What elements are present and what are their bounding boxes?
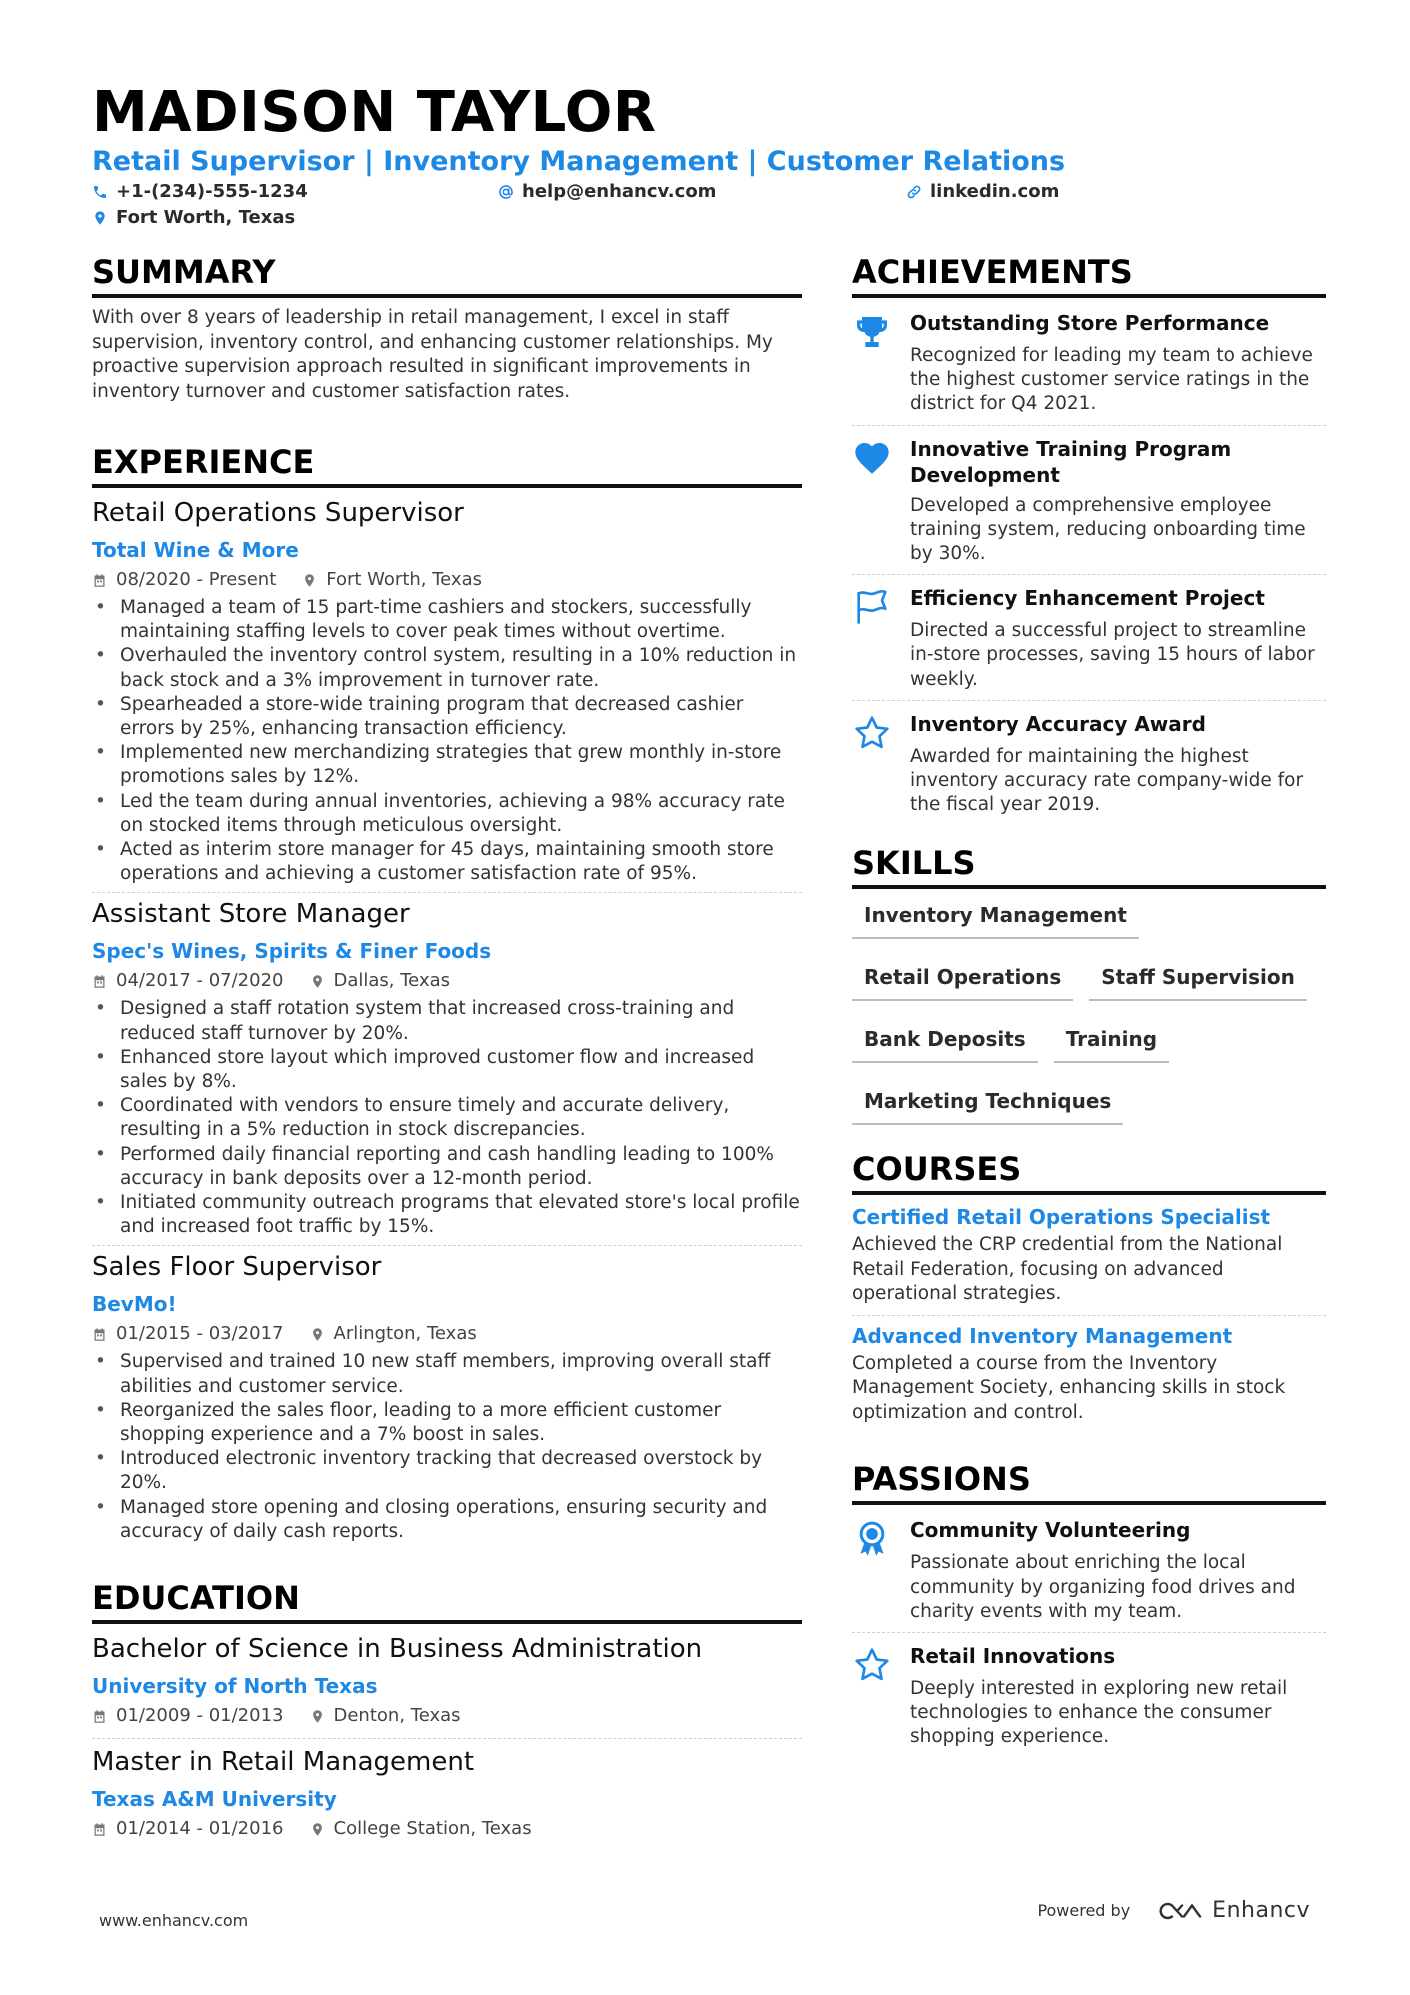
school-name[interactable]: University of North Texas — [92, 1674, 378, 1699]
education-entry — [92, 1632, 802, 1739]
location-pin-icon — [310, 1822, 325, 1837]
job-meta — [92, 1322, 802, 1346]
school-name[interactable]: Texas A&M University — [92, 1787, 337, 1812]
star-icon — [852, 713, 892, 753]
achievement-item — [852, 585, 1326, 701]
contact-phone[interactable] — [92, 180, 308, 204]
job-location: Arlington, Texas — [310, 1322, 477, 1346]
location-pin-icon — [310, 1709, 325, 1724]
job-title: Assistant Store Manager — [92, 899, 410, 930]
education-meta — [92, 1817, 802, 1841]
bullet: • Designed a staff rotation system that increased cross-training and reduced staff turnover by 20%. — [92, 997, 802, 1045]
job-bullets — [92, 596, 802, 886]
footer-branding — [1037, 1898, 1310, 1923]
experience-entry — [92, 897, 802, 1246]
website-text: linkedin.com — [930, 181, 1060, 202]
company-name[interactable]: Spec's Wines, Spirits & Finer Foods — [92, 939, 492, 964]
achievement-desc: Developed a comprehensive employee training system, reducing onboarding time by 30%. — [910, 494, 1306, 565]
achievement-title: Efficiency Enhancement Project — [910, 586, 1265, 611]
calendar-icon — [92, 1822, 107, 1837]
bullet: • Introduced electronic inventory tracking that decreased overstock by 20%. — [92, 1447, 802, 1495]
location-pin-icon — [310, 974, 325, 989]
passion-item — [852, 1643, 1326, 1750]
skill-tag: Bank Deposits — [852, 1025, 1038, 1063]
phone-text: +1-(234)-555-1234 — [116, 181, 308, 202]
phone-icon — [92, 184, 108, 200]
bullet: • Acted as interim store manager for 45 days, maintaining smooth store operations and achieving a customer satisfaction rate of 95%. — [92, 838, 802, 886]
bullet: • Reorganized the sales floor, leading to a more efficient customer shopping experience and a 7% boost in sales. — [92, 1399, 802, 1447]
passion-item — [852, 1517, 1326, 1633]
link-icon — [906, 184, 922, 200]
job-meta — [92, 969, 802, 993]
experience-entry — [92, 496, 802, 893]
candidate-name: MADISON TAYLOR — [92, 80, 657, 145]
job-bullets — [92, 1350, 802, 1544]
job-dates: 08/2020 - Present — [92, 568, 276, 592]
summary-text: With over 8 years of leadership in retail management, I excel in staff supervision, inventory control, and enhancing customer relationships. My proactive supervision approach resulted in significant improvements in inventory turnover and customer satisfaction rates. — [92, 307, 773, 402]
passion-desc: Deeply interested in exploring new retail technologies to enhance the consumer shopping experience. — [910, 1678, 1288, 1748]
bullet: • Managed store opening and closing operations, ensuring security and accuracy of daily cash reports. — [92, 1496, 802, 1544]
skill-tag: Marketing Techniques — [852, 1087, 1123, 1125]
job-location: Dallas, Texas — [310, 969, 451, 993]
achievement-desc: Directed a successful project to streamline in-store processes, saving 15 hours of labor weekly. — [910, 620, 1315, 690]
powered-by-text: Powered by — [1037, 1901, 1131, 1920]
skill-tag: Inventory Management — [852, 901, 1139, 939]
skills-heading: SKILLS — [852, 843, 1326, 889]
brand-name: Enhancv — [1212, 1898, 1310, 1923]
achievement-desc: Recognized for leading my team to achieve the highest customer service ratings in the district for Q4 2021. — [910, 345, 1313, 415]
passions-heading: PASSIONS — [852, 1459, 1326, 1505]
calendar-icon — [92, 573, 107, 588]
headline: Retail Supervisor | Inventory Management | Customer Relations — [92, 146, 1066, 177]
passion-desc: Passionate about enriching the local community by organizing food drives and charity events with my team. — [910, 1552, 1296, 1622]
bullet: • Enhanced store layout which improved customer flow and increased sales by 8%. — [92, 1046, 802, 1094]
skill-tag: Training — [1054, 1025, 1169, 1063]
education-meta — [92, 1704, 802, 1728]
enhancv-logo[interactable] — [1158, 1898, 1310, 1923]
calendar-icon — [92, 974, 107, 989]
experience-heading: EXPERIENCE — [92, 442, 802, 488]
experience-entry — [92, 1250, 802, 1544]
passion-title: Retail Innovations — [910, 1644, 1116, 1669]
location-pin-icon — [92, 210, 108, 226]
skills-list — [852, 901, 1326, 1149]
bullet: • Implemented new merchandizing strategies that grew monthly in-store promotions sales by 12%. — [92, 741, 802, 789]
bullet: • Overhauled the inventory control system, resulting in a 10% reduction in back stock and a 3% improvement in turnover rate. — [92, 644, 802, 692]
bullet: • Supervised and trained 10 new staff members, improving overall staff abilities and customer service. — [92, 1350, 802, 1398]
location-pin-icon — [310, 1327, 325, 1342]
job-bullets — [92, 997, 802, 1239]
contact-location — [92, 206, 295, 230]
company-name[interactable]: Total Wine & More — [92, 538, 299, 562]
company-name[interactable]: BevMo! — [92, 1292, 177, 1317]
location-pin-icon — [302, 573, 317, 588]
star-icon — [852, 1645, 892, 1685]
bullet: • Performed daily financial reporting and cash handling leading to 100% accuracy in bank deposits over a 12-month period. — [92, 1143, 802, 1191]
flag-icon — [852, 587, 892, 627]
contact-email[interactable] — [498, 180, 716, 204]
skill-tag: Retail Operations — [852, 963, 1073, 1001]
course-title[interactable]: Certified Retail Operations Specialist — [852, 1205, 1271, 1230]
left-column — [92, 252, 802, 1841]
email-text: help@enhancv.com — [522, 181, 717, 202]
job-title: Retail Operations Supervisor — [92, 498, 464, 528]
achievement-desc: Awarded for maintaining the highest inventory accuracy rate company-wide for the fiscal year 2019. — [910, 745, 1304, 816]
bullet: • Spearheaded a store-wide training program that decreased cashier errors by 25%, enhancing transaction efficiency. — [92, 693, 802, 741]
trophy-icon — [852, 312, 892, 352]
enhancv-logo-icon — [1158, 1899, 1204, 1923]
bullet: • Coordinated with vendors to ensure timely and accurate delivery, resulting in a 5% reduction in stock discrepancies. — [92, 1094, 802, 1142]
award-ribbon-icon — [852, 1519, 892, 1559]
bullet: • Managed a team of 15 part-time cashiers and stockers, successfully maintaining staffing levels to cover peak times without overtime. — [92, 596, 802, 644]
achievement-item — [852, 310, 1326, 426]
education-location: Denton, Texas — [310, 1704, 461, 1728]
education-dates: 01/2009 - 01/2013 — [92, 1704, 284, 1728]
achievement-title: Innovative Training Program Development — [910, 436, 1232, 487]
course-item — [852, 1203, 1326, 1316]
course-desc: Achieved the CRP credential from the National Retail Federation, focusing on advanced operational strategies. — [852, 1234, 1283, 1305]
bullet: • Led the team during annual inventories, achieving a 98% accuracy rate on stocked items through meticulous oversight. — [92, 790, 802, 838]
course-title[interactable]: Advanced Inventory Management — [852, 1323, 1233, 1348]
summary-heading: SUMMARY — [92, 252, 802, 298]
right-column — [852, 252, 1326, 1750]
bullet: • Initiated community outreach programs that elevated store's local profile and increased foot traffic by 15%. — [92, 1191, 802, 1239]
courses-heading: COURSES — [852, 1149, 1326, 1195]
job-dates: 04/2017 - 07/2020 — [92, 969, 284, 993]
skill-tag: Staff Supervision — [1089, 963, 1307, 1001]
heart-icon — [852, 438, 892, 478]
achievement-title: Inventory Accuracy Award — [910, 711, 1206, 736]
degree: Master in Retail Management — [92, 1747, 475, 1778]
education-dates: 01/2014 - 01/2016 — [92, 1817, 284, 1841]
passion-title: Community Volunteering — [910, 1518, 1191, 1543]
job-location: Fort Worth, Texas — [302, 568, 482, 592]
at-icon — [498, 184, 514, 200]
achievement-item — [852, 711, 1326, 818]
education-entry — [92, 1745, 802, 1841]
footer-website[interactable]: www.enhancv.com — [99, 1911, 249, 1930]
achievement-item — [852, 436, 1326, 576]
course-item — [852, 1322, 1326, 1426]
course-desc: Completed a course from the Inventory Management Society, enhancing skills in stock optimization and control. — [852, 1352, 1286, 1423]
education-location: College Station, Texas — [310, 1817, 532, 1841]
job-meta — [92, 568, 802, 592]
achievements-heading: ACHIEVEMENTS — [852, 252, 1326, 298]
achievement-title: Outstanding Store Performance — [910, 311, 1270, 335]
education-heading: EDUCATION — [92, 1578, 802, 1624]
degree: Bachelor of Science in Business Administration — [92, 1634, 703, 1665]
contact-website[interactable] — [906, 180, 1059, 204]
calendar-icon — [92, 1327, 107, 1342]
location-text: Fort Worth, Texas — [116, 207, 296, 228]
job-dates: 01/2015 - 03/2017 — [92, 1322, 284, 1346]
calendar-icon — [92, 1709, 107, 1724]
job-title: Sales Floor Supervisor — [92, 1252, 382, 1283]
